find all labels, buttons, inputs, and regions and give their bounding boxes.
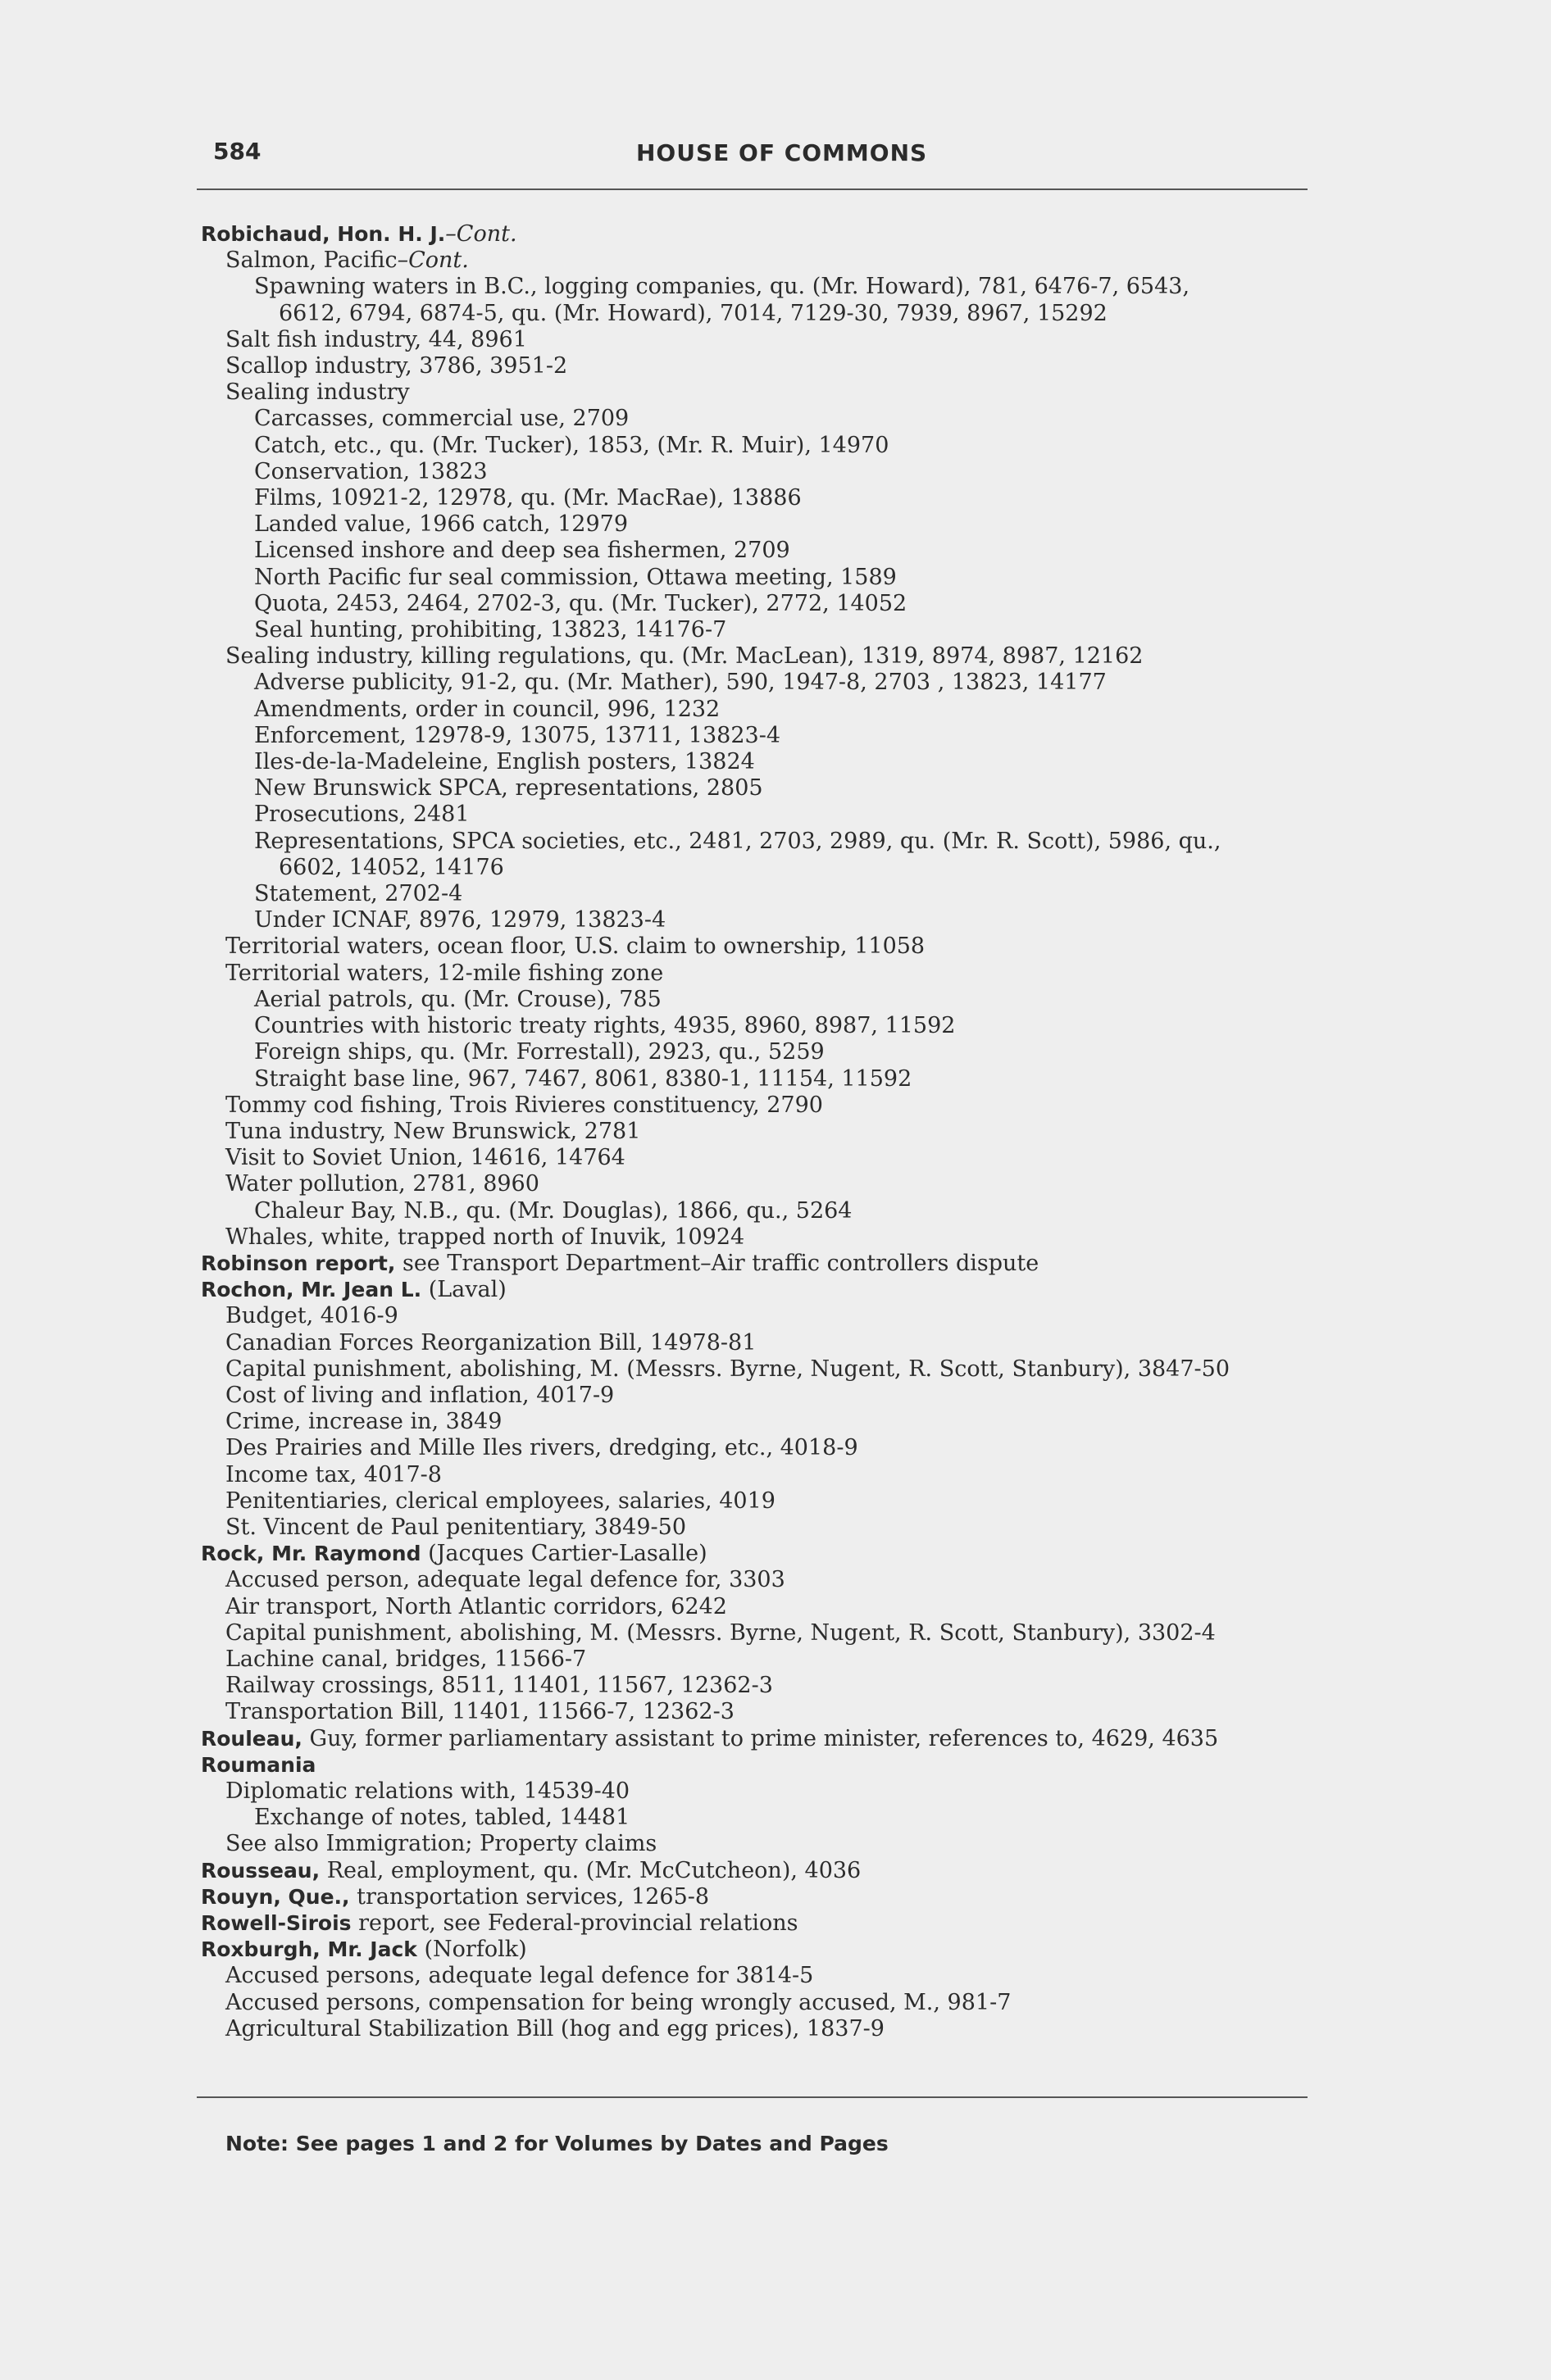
index-entry [201, 723, 1349, 749]
entry-text: Scallop industry, 3786, 3951-2 [225, 353, 568, 379]
index-entry [201, 1831, 1349, 1857]
index-entry [201, 1567, 1349, 1593]
index-entry [201, 1937, 1349, 1963]
entry-text: Carcasses, commercial use, 2709 [254, 406, 630, 432]
entry-text: Budget, 4016-9 [225, 1303, 398, 1329]
entry-text: Amendments, order in council, 996, 1232 [254, 696, 721, 722]
index-entry [201, 1726, 1349, 1752]
index-entry [201, 2016, 1349, 2042]
index-entry [201, 1435, 1349, 1461]
entry-text: Real, employment, qu. (Mr. McCutcheon), 4036 [320, 1857, 862, 1883]
index-entry [201, 907, 1349, 933]
entry-text: Spawning waters in B.C., logging companies, qu. (Mr. Howard), 781, 6476-7, 6543, [254, 274, 1190, 300]
entry-text: Railway crossings, 8511, 11401, 11567, 12362-3 [225, 1673, 773, 1699]
index-entry [201, 1119, 1349, 1145]
entry-heading: Rousseau, [201, 1858, 321, 1883]
index-entry [201, 248, 1349, 274]
entry-text: Visit to Soviet Union, 14616, 14764 [225, 1145, 625, 1171]
index-entry [201, 1462, 1349, 1488]
entry-text: New Brunswick SPCA, representations, 2805 [254, 775, 763, 802]
entry-text: Canadian Forces Reorganization Bill, 14978-81 [225, 1329, 757, 1356]
index-entry [201, 459, 1349, 485]
entry-text: Accused persons, adequate legal defence for 3814-5 [225, 1963, 814, 1989]
index-entry [201, 855, 1349, 881]
entry-text: Straight base line, 967, 7467, 8061, 8380-1, 11154, 11592 [254, 1065, 912, 1092]
index-entry [201, 1752, 1349, 1778]
entry-text: See also Immigration; Property claims [225, 1831, 657, 1857]
entry-text: Capital punishment, abolishing, M. (Messrs. Byrne, Nugent, R. Scott, Stanbury), 3847-50 [225, 1356, 1230, 1382]
entry-text: Air transport, North Atlantic corridors, 6242 [225, 1593, 727, 1619]
entry-text: Catch, etc., qu. (Mr. Tucker), 1853, (Mr. R. Muir), 14970 [254, 432, 889, 458]
index-entry [201, 327, 1349, 353]
entry-text: St. Vincent de Paul penitentiary, 3849-50 [225, 1514, 687, 1540]
index-entry [201, 1277, 1349, 1303]
entry-text: Landed value, 1966 catch, 12979 [254, 511, 628, 538]
index-entry [201, 1224, 1349, 1251]
entry-text: Tuna industry, New Brunswick, 2781 [225, 1118, 641, 1144]
index-entry [201, 1910, 1349, 1937]
entry-heading: Roxburgh, Mr. Jack [201, 1937, 417, 1962]
entry-text: 6612, 6794, 6874-5, qu. (Mr. Howard), 7014, 7129-30, 7939, 8967, 15292 [279, 300, 1108, 326]
index-entry [201, 1330, 1349, 1356]
entry-text: (Laval) [421, 1277, 507, 1303]
entry-text: Countries with historic treaty rights, 4935, 8960, 8987, 11592 [254, 1013, 956, 1039]
entry-text: Crime, increase in, 3849 [225, 1409, 503, 1435]
index-entry [201, 511, 1349, 538]
entry-text: 6602, 14052, 14176 [279, 854, 504, 880]
entry-text: Conservation, 13823 [254, 458, 488, 484]
entry-text: Licensed inshore and deep sea fishermen, 2709 [254, 538, 790, 564]
index-entry [201, 538, 1349, 564]
index-entry [201, 670, 1349, 696]
page-number: 584 [213, 138, 262, 165]
continued-marker: –Cont. [445, 221, 517, 247]
index-entry [201, 961, 1349, 987]
index-entry [201, 1013, 1349, 1039]
index-entry [201, 1383, 1349, 1409]
index-entry [201, 933, 1349, 960]
index-entry [201, 1858, 1349, 1884]
index-entry [201, 433, 1349, 459]
entry-heading: Rochon, Mr. Jean L. [201, 1278, 422, 1302]
index-entry [201, 1515, 1349, 1541]
entry-text: Whales, white, trapped north of Inuvik, 10924 [225, 1224, 745, 1250]
index-entry [201, 1646, 1349, 1673]
entry-heading: Rouleau, [201, 1726, 302, 1751]
entry-text: Lachine canal, bridges, 11566-7 [225, 1646, 587, 1672]
entry-heading: Rowell-Sirois [201, 1911, 352, 1935]
entry-text: Foreign ships, qu. (Mr. Forrestall), 2923, qu., 5259 [254, 1039, 825, 1065]
entry-text: Salt fish industry, 44, 8961 [225, 326, 527, 352]
index-entry [201, 1620, 1349, 1646]
index-entry [201, 1092, 1349, 1119]
entry-text: Water pollution, 2781, 8960 [225, 1171, 539, 1197]
header-divider [197, 188, 1308, 190]
entry-text: Sealing industry [225, 379, 410, 406]
entry-text: North Pacific fur seal commission, Ottawa meeting, 1589 [254, 564, 897, 590]
index-entry [201, 1409, 1349, 1435]
entry-text: Seal hunting, prohibiting, 13823, 14176-7 [254, 617, 727, 643]
index-entry [201, 1171, 1349, 1197]
entry-text: Agricultural Stabilization Bill (hog and egg prices), 1837-9 [225, 2015, 885, 2042]
index-entry [201, 1673, 1349, 1699]
entry-text: (Jacques Cartier-Lasalle) [421, 1541, 707, 1567]
entry-text: Prosecutions, 2481 [254, 802, 470, 828]
index-entry [201, 802, 1349, 828]
page-title: HOUSE OF COMMONS [636, 139, 928, 166]
index-entry [201, 1039, 1349, 1065]
index-entry [201, 697, 1349, 723]
footer-note: Note: See pages 1 and 2 for Volumes by Dates and Pages [225, 2132, 889, 2155]
index-entry [201, 565, 1349, 591]
entry-text: Guy, former parliamentary assistant to prime minister, references to, 4629, 4635 [302, 1725, 1219, 1751]
entry-text: Sealing industry, killing regulations, qu. (Mr. MacLean), 1319, 8974, 8987, 12162 [225, 643, 1144, 670]
entry-text: see Transport Department–Air traffic controllers dispute [395, 1250, 1039, 1276]
entry-text: Quota, 2453, 2464, 2702-3, qu. (Mr. Tucker), 2772, 14052 [254, 590, 907, 616]
entry-text: Accused person, adequate legal defence for, 3303 [225, 1567, 785, 1593]
index-entry [201, 1488, 1349, 1515]
index-entry [201, 221, 1349, 248]
index-entry [201, 1356, 1349, 1383]
entry-text: Aerial patrols, qu. (Mr. Crouse), 785 [254, 986, 662, 1012]
index-entry [201, 591, 1349, 617]
index-entry [201, 1251, 1349, 1277]
index-entry [201, 829, 1349, 855]
index-entry [201, 406, 1349, 432]
index-entry [201, 775, 1349, 802]
continued-marker: –Cont. [397, 248, 469, 274]
entry-text: Under ICNAF, 8976, 12979, 13823-4 [254, 907, 666, 933]
entry-text: Enforcement, 12978-9, 13075, 13711, 13823-4 [254, 722, 781, 748]
entry-heading: Robinson report, [201, 1251, 396, 1275]
index-entry [201, 274, 1349, 300]
index-entry [201, 987, 1349, 1013]
entry-text: Des Prairies and Mille Iles rivers, dredging, etc., 4018-9 [225, 1435, 858, 1461]
index-entry [201, 1884, 1349, 1910]
index-entry [201, 1990, 1349, 2016]
entry-text: report, see Federal-provincial relations [351, 1910, 798, 1936]
index-entry [201, 1594, 1349, 1620]
entry-text: Transportation Bill, 11401, 11566-7, 12362-3 [225, 1699, 735, 1725]
entry-heading: Robichaud, Hon. H. J. [201, 222, 446, 246]
index-entry [201, 485, 1349, 511]
entry-text: Territorial waters, 12-mile fishing zone [225, 960, 664, 986]
entry-heading: Rouyn, Que., [201, 1884, 350, 1909]
entry-text: Cost of living and inflation, 4017-9 [225, 1382, 615, 1408]
index-entry [201, 1145, 1349, 1171]
entry-text: Income tax, 4017-8 [225, 1461, 442, 1488]
index-entry [201, 1541, 1349, 1567]
index-entry [201, 1963, 1349, 1989]
index-entry [201, 617, 1349, 643]
index-entry [201, 1198, 1349, 1224]
entry-text: Chaleur Bay, N.B., qu. (Mr. Douglas), 1866, qu., 5264 [254, 1197, 853, 1224]
entry-heading: Roumania [201, 1752, 316, 1777]
entry-text: Penitentiaries, clerical employees, salaries, 4019 [225, 1488, 776, 1514]
entry-text: Iles-de-la-Madeleine, English posters, 13824 [254, 749, 755, 775]
entry-text: Diplomatic relations with, 14539-40 [225, 1778, 630, 1804]
index-entry [201, 1778, 1349, 1805]
entry-text: transportation services, 1265-8 [349, 1883, 710, 1910]
entry-heading: Rock, Mr. Raymond [201, 1542, 421, 1566]
entry-text: Tommy cod fishing, Trois Rivieres constituency, 2790 [225, 1092, 823, 1118]
entry-text: Statement, 2702-4 [254, 881, 463, 907]
index-entry [201, 881, 1349, 907]
entry-text: Exchange of notes, tabled, 14481 [254, 1805, 630, 1831]
entry-text: Territorial waters, ocean floor, U.S. claim to ownership, 11058 [225, 933, 926, 960]
index-entry [201, 1805, 1349, 1831]
footer-divider [197, 2096, 1308, 2098]
index-entry [201, 1699, 1349, 1725]
entry-text: Accused persons, compensation for being wrongly accused, M., 981-7 [225, 1989, 1012, 2015]
index-entry [201, 379, 1349, 406]
entry-text: Representations, SPCA societies, etc., 2481, 2703, 2989, qu. (Mr. R. Scott), 5986, qu., [254, 828, 1221, 854]
index-entry [201, 353, 1349, 379]
entry-text: (Norfolk) [416, 1937, 527, 1963]
index-entry [201, 749, 1349, 775]
index-entry [201, 301, 1349, 327]
entry-text: Capital punishment, abolishing, M. (Messrs. Byrne, Nugent, R. Scott, Stanbury), 3302-4 [225, 1619, 1216, 1646]
entry-text: Salmon, Pacific [225, 248, 398, 274]
index-entry [201, 643, 1349, 670]
index-entry [201, 1066, 1349, 1092]
entry-text: Adverse publicity, 91-2, qu. (Mr. Mather), 590, 1947-8, 2703 , 13823, 14177 [254, 670, 1107, 696]
index-list [201, 221, 1349, 2042]
entry-text: Films, 10921-2, 12978, qu. (Mr. MacRae), 13886 [254, 485, 802, 511]
index-entry [201, 1303, 1349, 1329]
